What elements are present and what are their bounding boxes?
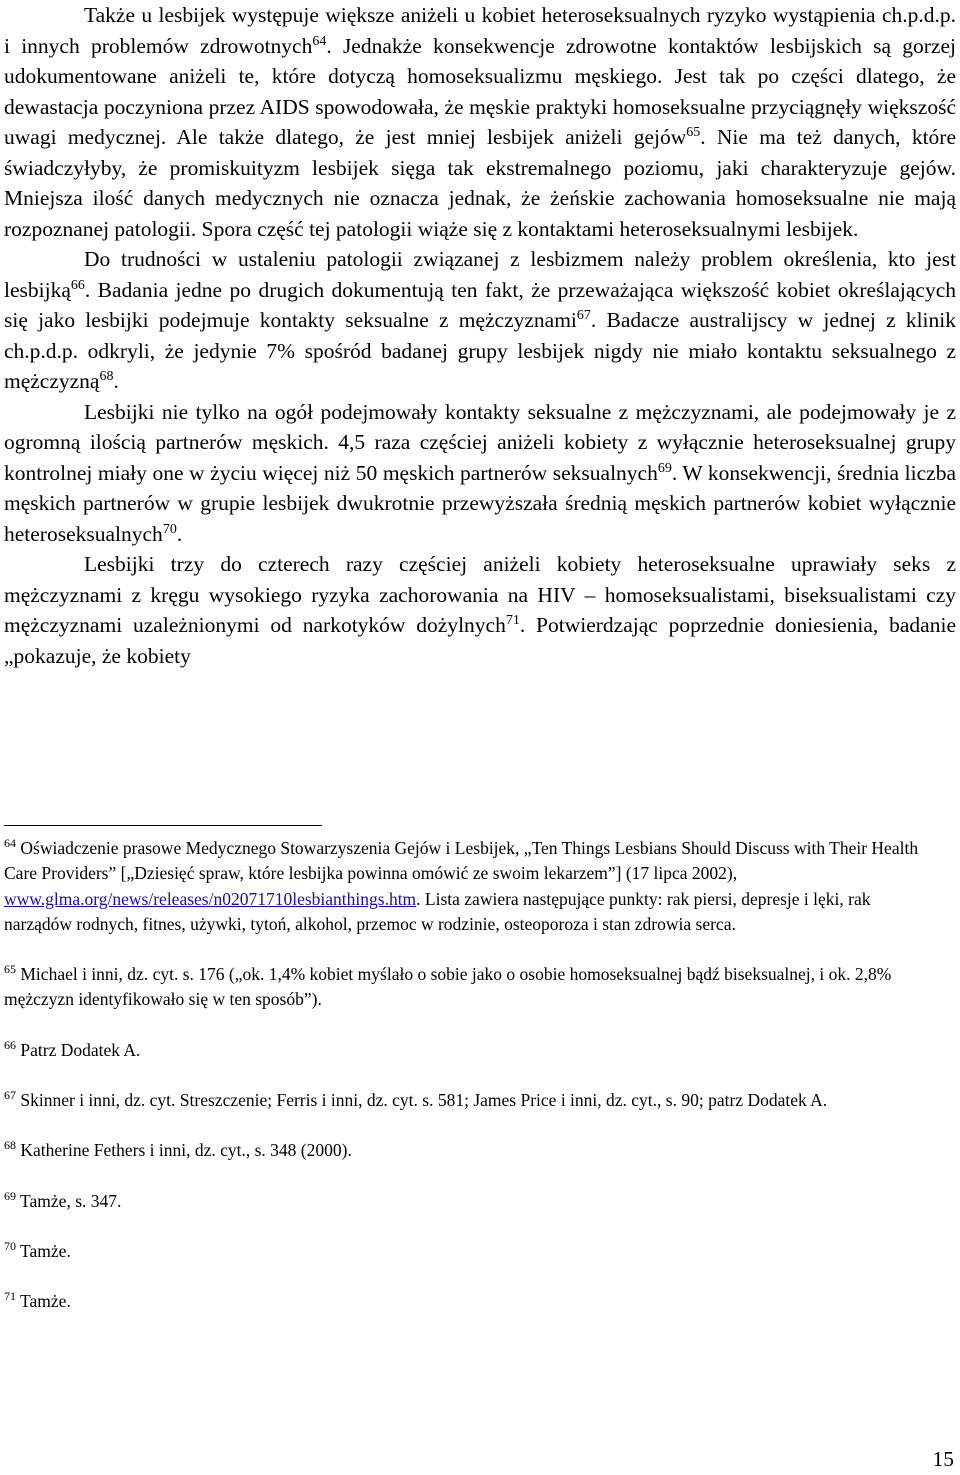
footnote-number: 70 — [4, 1238, 16, 1253]
footnote-number: 69 — [4, 1188, 16, 1203]
footnote-ref: 68 — [99, 369, 114, 384]
footnote-ref: 64 — [312, 33, 327, 49]
text-segment: Tamże. — [16, 1240, 71, 1261]
text-segment: Także u lesbijek występuje większe aniżeli u kobiet heteroseksualnych ryzyko wystąpienia ch.p.d.p. i innych problemów zdrowotnych — [4, 3, 956, 58]
paragraph — [4, 397, 956, 550]
url-link[interactable]: www.glma.org/news/releases/n02071710lesbianthings.htm — [4, 888, 417, 909]
page-number: 15 — [932, 1447, 954, 1471]
paragraph — [4, 244, 956, 397]
paragraph — [4, 0, 956, 244]
text-segment: . Badacze australijscy w jednej z klinik ch.p.d.p. odkryli, że jedynie 7% spośród badanej grupy lesbijek nigdy nie miało kontaktu seksualnego z mężczyzną — [4, 308, 956, 393]
footnote-ref: 67 — [576, 308, 591, 323]
footnote-ref: 69 — [657, 460, 672, 476]
text-segment: . W konsekwencji, średnia liczba męskich partnerów w grupie lesbijek dwukrotnie przewyższała średnią męskich partnerów kobiet wyłącznie heteroseksualnych — [4, 460, 956, 546]
text-segment: Oświadczenie prasowe Medycznego Stowarzyszenia Gejów i Lesbijek, „Ten Things Lesbians Should Discuss with Their Health Care Providers” [„Dziesięć spraw, które lesbijka powinna omówić ze swoim lekarzem”] (17 lipca 2002), — [4, 838, 919, 884]
text-segment: Katherine Fethers i inni, dz. cyt., s. 348 (2000). — [16, 1140, 352, 1161]
text-segment: . Badania jedne po drugich dokumentują ten fakt, że przeważająca większość kobiet określających się jako lesbijki podejmuje kontakty seksualne z mężczyznami — [4, 277, 956, 332]
text-segment: . Lista zawiera następujące punkty: rak piersi, depresje i lęki, rak narządów rodnych, fitnes, używki, tytoń, alkohol, przemoc w rodzinie, osteoporoza i stan zdrowia serca. — [4, 888, 871, 934]
text-segment: . — [113, 369, 119, 393]
footnote-number: 65 — [4, 962, 16, 977]
footnote-ref: 70 — [162, 521, 177, 537]
text-segment: . Jednakże konsekwencje zdrowotne kontaktów lesbijskich są gorzej udokumentowane aniżeli te, które dotyczą homoseksualizmu męskiego. — [4, 33, 956, 88]
text-segment: Do trudności w ustaleniu patologii związanej z lesbizmem należy problem określenia, kto jest lesbijką — [4, 247, 956, 302]
text-segment: Tamże, s. 347. — [16, 1190, 122, 1211]
footnote-number: 68 — [4, 1138, 16, 1153]
text-segment: Lesbijki trzy do czterech razy częściej aniżeli kobiety heteroseksualne uprawiały seks z mężczyznami z kręgu wysokiego ryzyka zachorowania na HIV – homoseksualistami, biseksualistami czy mężczyznami uzależnionymi od narkotyków dożylnych — [4, 552, 956, 637]
footnote-number: 66 — [4, 1037, 16, 1052]
main-text — [4, 0, 956, 671]
footnote-ref: 66 — [70, 277, 85, 293]
footnote-number: 64 — [4, 836, 16, 850]
text-segment: Tamże. — [16, 1291, 71, 1312]
text-segment: . Nie ma też danych, które świadczyłyby, że promiskuityzm lesbijek sięga tak ekstremalnego poziomu, jaki charakteryzuje gejów. Mniejsza ilość danych medycznych nie oznacza jednak, że żeńskie zachowania homoseksualne nie mają rozpoznanej patologii. Spora część tej patologii wiąże się z kontaktami heteroseksualnymi lesbijek. — [4, 125, 956, 241]
text-segment: . Potwierdzając poprzednie doniesienia, badanie „pokazuje, że kobiety — [4, 613, 956, 668]
footnote-ref: 71 — [505, 613, 520, 628]
footnote — [4, 1088, 924, 1113]
text-segment: Patrz Dodatek A. — [16, 1039, 141, 1060]
footnote — [4, 1289, 924, 1314]
footnote-separator — [4, 825, 322, 826]
footnote-number: 67 — [4, 1088, 16, 1103]
footnote — [4, 1138, 924, 1163]
footnotes — [4, 836, 924, 1340]
footnote — [4, 962, 924, 1013]
text-segment: Jest tak po części dlatego, że dewastacja poczyniona przez AIDS spowodowała, że męskie praktyki homoseksualne przyciągnęły większość uwagi medycznej. Ale także dlatego, że jest mniej lesbijek aniżeli gejów — [4, 64, 956, 149]
footnote — [4, 1189, 924, 1214]
text-segment: Skinner i inni, dz. cyt. Streszczenie; Ferris i inni, dz. cyt. s. 581; James Price i inni, dz. cyt., s. 90; patrz Dodatek A. — [16, 1090, 828, 1111]
footnote-ref: 65 — [686, 125, 701, 140]
text-segment: . — [176, 521, 183, 546]
footnote — [4, 836, 924, 937]
text-segment: Lesbijki nie tylko na ogół podejmowały kontakty seksualne z mężczyznami, ale podejmowały je z ogromną ilością partnerów męskich. 4,5 raza częściej aniżeli kobiety z wyłącznie heteroseksualnej grupy kontrolnej miały one w życiu więcej niż 50 męskich partnerów seksualnych — [4, 399, 956, 485]
footnote — [4, 1038, 924, 1063]
text-segment: Michael i inni, dz. cyt. s. 176 („ok. 1,4% kobiet myślało o sobie jako o osobie homoseksualnej bądź biseksualnej, i ok. 2,8% mężczyzn identyfikowało się w ten sposób”). — [4, 964, 892, 1010]
footnote-number: 71 — [4, 1289, 16, 1304]
paragraph — [4, 549, 956, 671]
footnote — [4, 1239, 924, 1264]
